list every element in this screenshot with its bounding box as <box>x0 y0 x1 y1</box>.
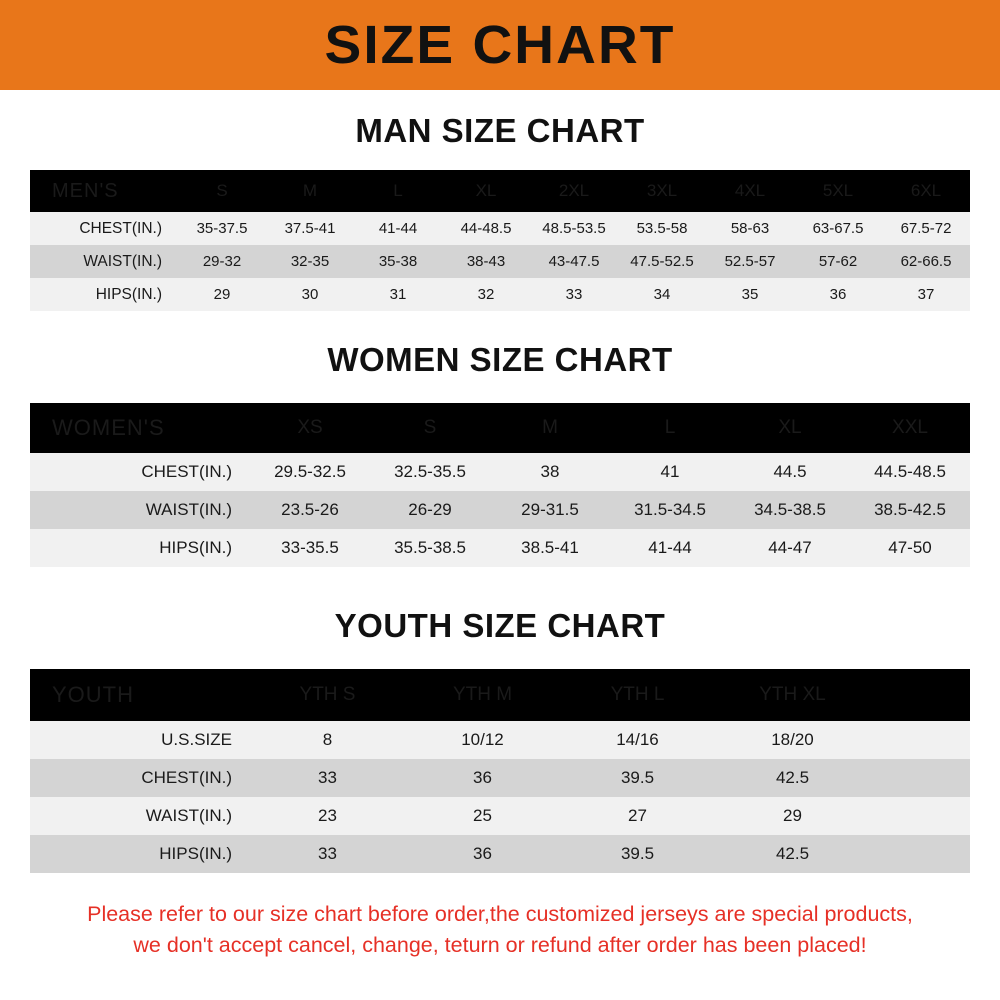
women-size-table <box>30 403 970 567</box>
men-column-header: 4XL <box>734 181 766 200</box>
youth-cell-spacer <box>870 835 970 873</box>
men-column-header: XL <box>475 181 497 200</box>
page-header <box>0 0 1000 90</box>
youth-section-title: YOUTH SIZE CHART <box>334 607 666 644</box>
men-cell: 35 <box>741 286 759 303</box>
youth-cell: 42.5 <box>775 844 810 863</box>
men-column-header: S <box>216 181 228 200</box>
men-cell: 44-48.5 <box>460 220 512 237</box>
youth-size-table <box>30 669 970 873</box>
men-cell: 35-37.5 <box>196 220 248 237</box>
women-section-title: WOMEN SIZE CHART <box>327 341 673 378</box>
men-cell: 32-35 <box>290 253 330 270</box>
men-cell: 29-32 <box>202 253 242 270</box>
youth-cell: 23 <box>318 806 337 825</box>
men-column-header: 2XL <box>558 181 590 200</box>
men-cell: 53.5-58 <box>636 220 688 237</box>
table-row <box>30 797 970 835</box>
youth-cell: 39.5 <box>620 768 655 787</box>
women-cell: 44.5-48.5 <box>874 462 946 481</box>
women-table-body <box>30 403 970 567</box>
women-row-label: HIPS(IN.) <box>159 538 232 557</box>
youth-cell: 36 <box>473 844 492 863</box>
youth-header-row <box>30 669 970 721</box>
women-cell: 23.5-26 <box>281 500 339 519</box>
men-column-header: M <box>302 181 318 200</box>
table-row <box>30 212 970 245</box>
youth-cell: 39.5 <box>620 844 655 863</box>
men-cell: 57-62 <box>818 253 858 270</box>
youth-row-label: U.S.SIZE <box>161 730 232 749</box>
women-cell: 31.5-34.5 <box>634 500 706 519</box>
men-cell: 29 <box>213 286 231 303</box>
women-column-header: XS <box>297 417 323 438</box>
men-cell: 47.5-52.5 <box>630 253 694 270</box>
men-column-header: 3XL <box>646 181 678 200</box>
men-cell: 32 <box>477 286 495 303</box>
women-header-label: WOMEN'S <box>52 415 165 440</box>
men-cell: 63-67.5 <box>812 220 864 237</box>
women-cell: 44-47 <box>768 538 812 557</box>
youth-cell-spacer <box>870 759 970 797</box>
table-row <box>30 835 970 873</box>
men-column-header: 5XL <box>822 181 854 200</box>
men-cell: 48.5-53.5 <box>542 220 606 237</box>
women-cell: 29.5-32.5 <box>274 462 346 481</box>
women-cell: 41-44 <box>648 538 692 557</box>
table-row <box>30 759 970 797</box>
women-cell: 34.5-38.5 <box>754 500 826 519</box>
women-cell: 26-29 <box>408 500 452 519</box>
men-cell: 30 <box>301 286 319 303</box>
table-row <box>30 491 970 529</box>
footer-note-line-1: Please refer to our size chart before order,the customized jerseys are special products, <box>87 902 913 926</box>
men-cell: 43-47.5 <box>548 253 600 270</box>
table-row <box>30 529 970 567</box>
women-cell: 38 <box>540 462 560 481</box>
men-cell: 31 <box>389 286 407 303</box>
women-column-header: S <box>423 417 437 438</box>
women-column-header: XL <box>778 417 802 438</box>
men-cell: 37.5-41 <box>284 220 336 237</box>
women-column-header: M <box>542 417 558 438</box>
page-title: SIZE CHART <box>324 15 676 75</box>
youth-column-header-spacer <box>870 669 970 721</box>
youth-cell: 14/16 <box>616 730 659 749</box>
men-cell: 37 <box>917 286 935 303</box>
table-row <box>30 721 970 759</box>
youth-cell: 27 <box>628 806 647 825</box>
women-column-header: XXL <box>892 417 928 438</box>
men-column-header: L <box>393 181 403 200</box>
men-cell: 35-38 <box>378 253 418 270</box>
footer-note-line-2: we don't accept cancel, change, teturn or refund after order has been placed! <box>133 933 867 958</box>
women-cell: 32.5-35.5 <box>394 462 466 481</box>
men-cell: 52.5-57 <box>724 253 776 270</box>
youth-row-label: HIPS(IN.) <box>159 844 232 863</box>
youth-column-header: YTH M <box>452 684 513 705</box>
men-table-body <box>30 170 970 311</box>
youth-cell: 29 <box>783 806 802 825</box>
men-cell: 62-66.5 <box>900 253 952 270</box>
youth-table-body <box>30 669 970 873</box>
youth-column-header: YTH XL <box>759 684 826 705</box>
men-size-table <box>30 170 970 311</box>
women-header-row <box>30 403 970 453</box>
women-cell: 33-35.5 <box>281 538 339 557</box>
men-cell: 36 <box>829 286 847 303</box>
youth-row-label: CHEST(IN.) <box>141 768 232 787</box>
youth-cell: 10/12 <box>461 730 504 749</box>
women-cell: 38.5-42.5 <box>874 500 946 519</box>
youth-cell: 33 <box>318 768 337 787</box>
women-row-label: WAIST(IN.) <box>145 500 232 519</box>
youth-row-label: WAIST(IN.) <box>145 806 232 825</box>
men-header-label: MEN'S <box>52 179 119 202</box>
men-column-header: 6XL <box>910 181 942 200</box>
table-row <box>30 278 970 311</box>
women-cell: 41 <box>660 462 680 481</box>
youth-cell: 42.5 <box>775 768 810 787</box>
men-cell: 67.5-72 <box>900 220 952 237</box>
youth-cell-spacer <box>870 721 970 759</box>
men-cell: 38-43 <box>466 253 506 270</box>
men-row-label: CHEST(IN.) <box>79 219 162 237</box>
women-cell: 35.5-38.5 <box>394 538 466 557</box>
youth-cell-spacer <box>870 797 970 835</box>
table-row <box>30 245 970 278</box>
men-section-title: MAN SIZE CHART <box>355 112 645 149</box>
youth-cell: 25 <box>473 806 492 825</box>
women-row-label: CHEST(IN.) <box>141 462 232 481</box>
women-cell: 38.5-41 <box>521 538 579 557</box>
youth-column-header: YTH S <box>299 684 356 705</box>
men-row-label: WAIST(IN.) <box>83 252 162 270</box>
youth-column-header: YTH L <box>610 684 665 705</box>
men-cell: 41-44 <box>378 220 418 237</box>
youth-cell: 33 <box>318 844 337 863</box>
women-cell: 44.5 <box>773 462 807 481</box>
youth-cell: 8 <box>322 730 333 749</box>
women-cell: 47-50 <box>888 538 932 557</box>
youth-cell: 36 <box>473 768 492 787</box>
youth-cell: 18/20 <box>771 730 814 749</box>
men-cell: 34 <box>653 286 671 303</box>
men-header-row <box>30 170 970 212</box>
men-cell: 58-63 <box>730 220 770 237</box>
youth-header-label: YOUTH <box>52 682 134 707</box>
footer-note <box>0 899 1000 961</box>
women-column-header: L <box>664 417 676 438</box>
men-cell: 33 <box>565 286 583 303</box>
table-row <box>30 453 970 491</box>
men-row-label: HIPS(IN.) <box>95 285 162 303</box>
women-cell: 29-31.5 <box>521 500 579 519</box>
